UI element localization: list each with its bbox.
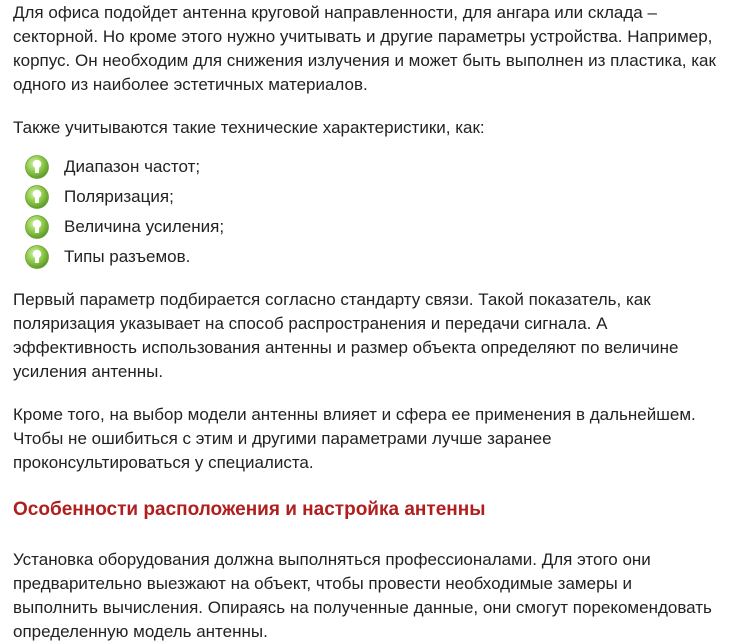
text-line: определенную модель антенны. <box>13 622 268 641</box>
green-bulb-icon <box>24 214 50 240</box>
list-item-label: Поляризация; <box>64 187 174 206</box>
intro-paragraph <box>13 0 753 97</box>
list-item <box>13 212 753 242</box>
scope-paragraph <box>13 403 753 475</box>
text-line: выполнить вычисления. Опираясь на полученные данные, они смогут порекомендовать <box>13 598 712 617</box>
characteristics-intro: Также учитываются такие технические характеристики, как: <box>13 118 485 137</box>
list-item-label: Типы разъемов. <box>64 247 191 266</box>
first-parameter-paragraph <box>13 288 753 384</box>
text-line: корпус. Он необходим для снижения излучения и может быть выполнен из пластика, как <box>13 51 716 70</box>
text-line: Кроме того, на выбор модели антенны влияет и сфера ее применения в дальнейшем. <box>13 405 696 424</box>
text-line: Установка оборудования должна выполняться профессионалами. Для этого они <box>13 550 651 569</box>
list-item-label: Диапазон частот; <box>64 157 201 176</box>
green-bulb-icon <box>24 154 50 180</box>
green-bulb-icon <box>24 184 50 210</box>
text-line: эффективность использования антенны и размер объекта определяют по величине <box>13 338 679 357</box>
text-line: Чтобы не ошибиться с этим и другими параметрами лучше заранее <box>13 429 552 448</box>
list-item <box>13 242 753 272</box>
text-line: секторной. Но кроме этого нужно учитывать и другие параметры устройства. Например, <box>13 27 713 46</box>
text-line: усиления антенны. <box>13 362 164 381</box>
text-line: предварительно выезжают на объект, чтобы провести необходимые замеры и <box>13 574 632 593</box>
section-heading: Особенности расположения и настройка антенны <box>13 499 486 520</box>
green-bulb-icon <box>24 244 50 270</box>
text-line: поляризация указывает на способ распространения и передачи сигнала. А <box>13 314 608 333</box>
installation-paragraph <box>13 548 753 644</box>
characteristics-list <box>13 152 753 272</box>
list-item-label: Величина усиления; <box>64 217 225 236</box>
text-line: Для офиса подойдет антенна круговой направленности, для ангара или склада – <box>13 3 657 22</box>
text-line: проконсультироваться у специалиста. <box>13 453 314 472</box>
text-line: Первый параметр подбирается согласно стандарту связи. Такой показатель, как <box>13 290 651 309</box>
list-item <box>13 182 753 212</box>
list-item <box>13 152 753 182</box>
text-line: одного из наиболее эстетичных материалов. <box>13 75 368 94</box>
